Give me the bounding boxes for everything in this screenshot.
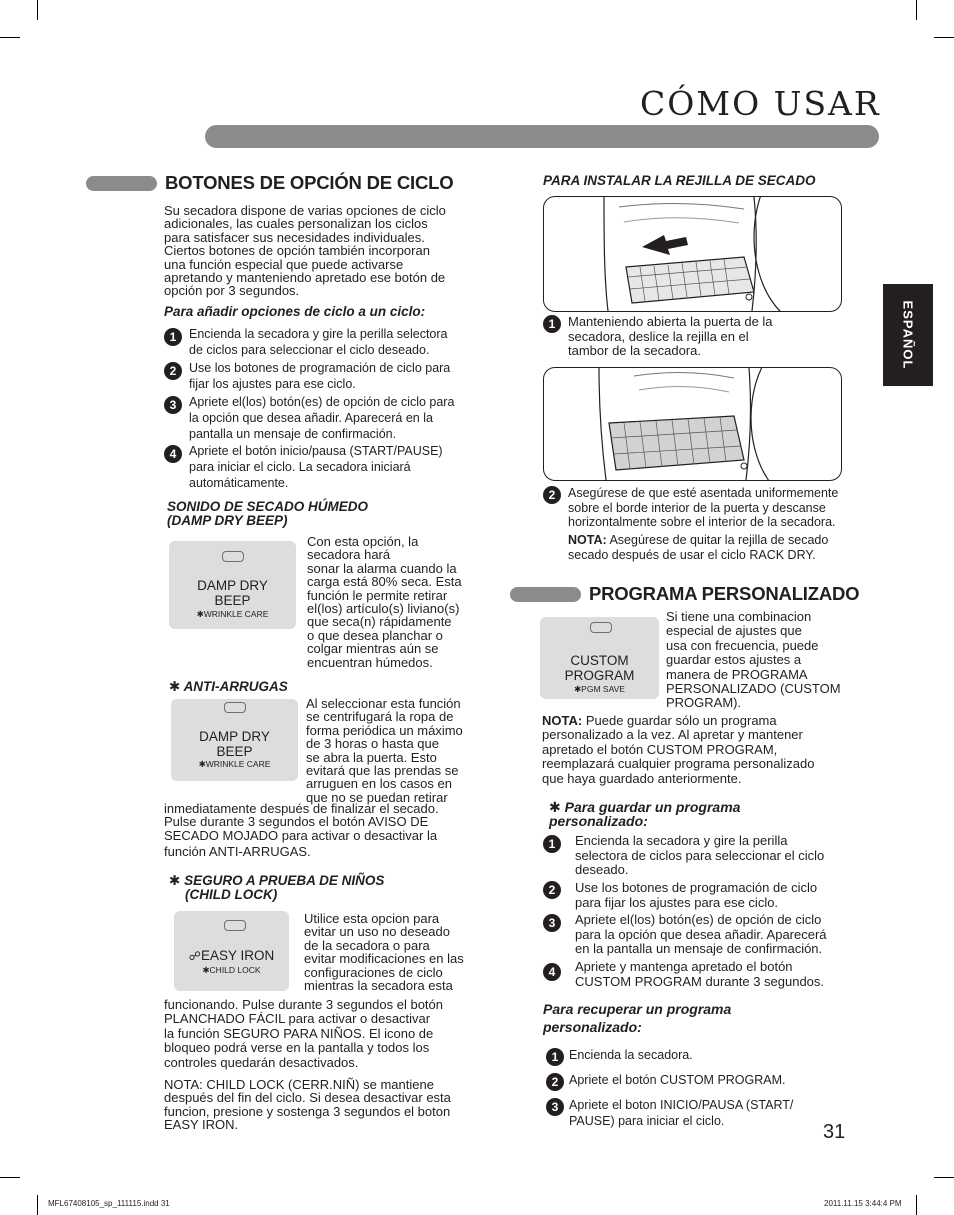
text-line: guardar estos ajustes a — [666, 652, 802, 668]
text-line: colgar mientras aún se — [307, 641, 439, 657]
step-number: 1 — [546, 1048, 564, 1066]
step-number: 1 — [164, 328, 182, 346]
child-lock-subheading: ✱ SEGURO A PRUEBA DE NIÑOS (CHILD LOCK) — [169, 873, 385, 902]
text-line: después del fin del ciclo. Si desea desactivar esta — [164, 1090, 451, 1106]
button-label-line1: CUSTOM — [570, 653, 629, 668]
text-line: PROGRAM). — [666, 695, 742, 711]
step-number: 1 — [543, 315, 561, 333]
anti-wrinkle-text-full — [164, 802, 494, 842]
text-line: Use los botones de programación de ciclo — [575, 880, 818, 895]
anti-wrinkle-text-last: función ANTI-ARRUGAS. — [164, 844, 311, 859]
intro-line: opción por 3 segundos. — [164, 283, 300, 299]
intro-line: una función especial que puede activarse — [164, 256, 404, 272]
button-shape — [224, 920, 246, 931]
damp-dry-button-illustration — [169, 541, 296, 629]
step-number: 2 — [546, 1073, 564, 1091]
text-line: evitar modificaciones en las — [304, 951, 464, 967]
save-step-text — [575, 913, 875, 957]
star-icon: ✱ — [198, 759, 206, 769]
text-line: o que desea planchar o — [307, 627, 443, 643]
intro-line: Ciertos botones de opción también incorporan — [164, 243, 430, 259]
text-line: carga está 80% seca. Esta — [307, 574, 462, 590]
section-pill — [510, 587, 581, 602]
recall-step-text: Encienda la secadora. — [569, 1048, 693, 1062]
custom-program-text — [666, 610, 871, 711]
intro-line: apretando y manteniendo apretado ese botón de — [164, 270, 446, 286]
button-label-line1: DAMP DRY — [199, 729, 270, 744]
footer-left: MFL67408105_sp_111115.indd 31 — [48, 1199, 170, 1208]
button-label-line1: ☍EASY IRON — [188, 948, 275, 963]
step-line: automáticamente. — [189, 476, 289, 490]
subheading-line: (CHILD LOCK) — [185, 887, 278, 902]
text-line: función le permite retirar — [307, 587, 448, 603]
button-sublabel: ✱WRINKLE CARE — [198, 759, 271, 769]
step-number: 3 — [543, 914, 561, 932]
step-line: Apriete el botón inicio/pausa (START/PAUSE) — [189, 444, 443, 458]
text-line: que haya guardado anteriormente. — [542, 770, 742, 786]
text-line: deseado. — [575, 862, 629, 877]
button-label-line2: PROGRAM — [564, 668, 635, 683]
text-line: de 3 horas o hasta que — [306, 736, 439, 752]
text-line: EASY IRON. — [164, 1117, 239, 1133]
text-line: CUSTOM PROGRAM durante 3 segundos. — [575, 973, 825, 989]
rack-step1-text — [568, 315, 838, 359]
text-line: configuraciones de ciclo — [304, 964, 443, 980]
text-line: sobre el borde interior de la puerta y descanse — [568, 500, 826, 515]
text-line: secado después de usar el ciclo RACK DRY. — [568, 548, 816, 562]
step-line: Use los botones de programación de ciclo para — [189, 361, 451, 375]
text-line: Si tiene una combinacion — [666, 609, 812, 624]
star-icon: ✱ — [169, 679, 181, 694]
text-line: usa con frecuencia, puede — [666, 637, 819, 653]
text-line: PLANCHADO FÁCIL para activar o desactivar — [164, 1011, 431, 1027]
dryer-drum-rack-installed-drawing — [544, 368, 841, 480]
anti-wrinkle-text-right — [306, 697, 496, 804]
text-line: mientras la secadora esta — [304, 978, 453, 994]
button-sublabel: ✱CHILD LOCK — [202, 965, 261, 975]
save-program-subheading: ✱ Para guardar un programa personalizado: — [549, 799, 741, 829]
text-line: evitar un uso no deseado — [304, 924, 450, 940]
text-line: selectora de ciclos para seleccionar el ciclo — [575, 847, 825, 863]
section-heading-custom-program: PROGRAMA PERSONALIZADO — [589, 583, 860, 604]
text-line: para fijar los ajustes para ese ciclo. — [575, 894, 779, 910]
star-icon: ✱ — [196, 609, 204, 619]
rack-step2-text — [568, 486, 878, 530]
text-line: Manteniendo abierta la puerta de la — [568, 314, 773, 329]
page-title: CÓMO USAR — [640, 84, 881, 123]
save-step-text — [575, 960, 875, 989]
cycle-intro — [164, 204, 494, 298]
step-number: 3 — [546, 1098, 564, 1116]
text-line: funcion, presione y sostenga 3 segundos el boton — [164, 1103, 451, 1119]
text-line: apretado el botón CUSTOM PROGRAM, — [542, 741, 778, 757]
step-number: 1 — [543, 835, 561, 853]
text-line: se centrifugará la ropa de — [306, 709, 454, 725]
save-step-text — [575, 834, 875, 878]
text-line: horizontalmente sobre el interior de la secadora. — [568, 515, 836, 529]
text-line: Utilice esta opcion para — [304, 911, 440, 926]
text-line: arruguen en los casos en — [306, 776, 452, 792]
text-line: PAUSE) para iniciar el ciclo. — [569, 1114, 725, 1128]
custom-program-note: NOTA: Puede guardar sólo un programa personalizado a la vez. Al apretar y mantener apretado el botón CUSTOM PROGRAM, reemplazará cualquier programa personalizado que haya guardado anteriormente. — [542, 714, 872, 786]
step-line: la opción que desea añadir. Aparecerá en la — [189, 411, 433, 425]
language-tab-label: ESPAÑOL — [900, 300, 916, 370]
step-line: para iniciar el ciclo. La secadora iniciará — [189, 460, 411, 474]
step-line: Apriete el(los) botón(es) de opción de ciclo para — [189, 395, 455, 409]
add-options-subheading: Para añadir opciones de ciclo a un ciclo: — [164, 304, 426, 319]
rack-subheading: PARA INSTALAR LA REJILLA DE SECADO — [543, 173, 816, 188]
text-line: tambor de la secadora. — [568, 343, 701, 358]
text-line: reemplazará cualquier programa personalizado — [542, 756, 815, 772]
step-text — [189, 326, 499, 358]
rack-note: NOTA: Asegúrese de quitar la rejilla de secado secado después de usar el ciclo RACK DRY. — [568, 533, 878, 563]
text-line: Apriete el(los) botón(es) de opción de ciclo — [575, 912, 822, 927]
text-line: Al seleccionar esta función — [306, 696, 461, 711]
child-lock-text-full — [164, 998, 499, 1070]
page-number: 31 — [823, 1121, 846, 1143]
text-line: se abra la puerta. Esto — [306, 749, 437, 765]
text-line: controles quedarán desactivados. — [164, 1054, 359, 1070]
text-line: Con esta opción, la — [307, 534, 419, 549]
child-lock-note — [164, 1078, 499, 1132]
step-line: de ciclos para seleccionar el ciclo deseado. — [189, 343, 430, 357]
lock-icon: ☍ — [188, 949, 201, 963]
text-line: inmediatamente después de finalizar el secado. — [164, 801, 439, 816]
text-line: para la opción que desea añadir. Aparecerá — [575, 926, 827, 942]
text-line: especial de ajustes que — [666, 623, 802, 639]
text-line: sonar la alarma cuando la — [307, 560, 457, 576]
rack-illustration-2 — [543, 367, 842, 481]
button-sublabel: ✱WRINKLE CARE — [196, 609, 269, 619]
star-icon: ✱ — [549, 799, 561, 815]
text-line: Apriete el boton INICIO/PAUSA (START/ — [569, 1098, 794, 1112]
text-line: Encienda la secadora y gire la perilla — [575, 833, 788, 848]
text-line: PERSONALIZADO (CUSTOM — [666, 681, 841, 697]
step-number: 4 — [164, 445, 182, 463]
step-number: 4 — [543, 963, 561, 981]
subheading-line: Para recuperar un programa — [543, 1001, 732, 1017]
text-line: en la pantalla un mensaje de confirmación. — [575, 941, 823, 956]
custom-program-button-illustration — [540, 617, 659, 699]
star-icon: ✱ — [202, 965, 210, 975]
text-line: secadora, deslice la rejilla en el — [568, 328, 749, 344]
text-line: de la secadora o para — [304, 937, 430, 953]
star-icon: ✱ — [169, 873, 181, 888]
step-line: fijar los ajustes para ese ciclo. — [189, 377, 356, 391]
text-line: manera de PROGRAMA — [666, 666, 808, 682]
footer-right: 2011.11.15 3:44:4 PM — [824, 1199, 902, 1208]
subheading-line: personalizado: — [549, 813, 648, 829]
step-line: Encienda la secadora y gire la perilla selectora — [189, 327, 448, 341]
intro-line: Su secadora dispone de varias opciones de ciclo — [164, 203, 446, 218]
step-line: pantalla un mensaje de confirmación. — [189, 427, 397, 441]
text-line: NOTA: CHILD LOCK (CERR.NIÑ) se mantiene — [164, 1077, 434, 1092]
subheading-line: SONIDO DE SECADO HÚMEDO — [167, 499, 369, 514]
button-shape — [222, 551, 244, 562]
child-lock-text-right — [304, 912, 499, 992]
text-line: forma periódica un máximo — [306, 722, 463, 738]
step-text — [189, 394, 499, 442]
text-line: evitará que las prendas se — [306, 763, 459, 779]
language-tab — [883, 284, 933, 386]
anti-wrinkle-button-illustration — [171, 699, 298, 781]
text-line: Pulse durante 3 segundos el botón AVISO DE — [164, 814, 429, 830]
text-line: Apriete y mantenga apretado el botón — [575, 959, 793, 974]
text-line: que seca(n) rápidamente — [307, 614, 452, 630]
text-line: personalizado a la vez. Al apretar y mantener — [542, 727, 803, 743]
text-line: secadora hará — [307, 547, 391, 563]
text-line: que no se puedan retirar — [306, 789, 448, 805]
damp-dry-subheading — [167, 500, 368, 528]
save-step-text — [575, 881, 875, 910]
text-line: Asegúrese de que esté asentada uniformemente — [568, 486, 839, 500]
anti-wrinkle-subheading: ✱ ANTI-ARRUGAS — [169, 679, 288, 694]
step-number: 2 — [164, 362, 182, 380]
step-number: 2 — [543, 486, 561, 504]
text-line: bloqueo podrá verse en la pantalla y todos los — [164, 1040, 430, 1056]
text-line: SECADO MOJADO para activar o desactivar la — [164, 827, 438, 843]
button-sublabel: ✱PGM SAVE — [574, 684, 625, 694]
button-label-line1: DAMP DRY — [197, 578, 268, 593]
section-heading-cycle-options: BOTONES DE OPCIÓN DE CICLO — [165, 172, 454, 193]
intro-line: para satisfacer sus necesidades individuales. — [164, 229, 425, 245]
rack-illustration-1 — [543, 196, 842, 312]
button-label-line2: BEEP — [214, 593, 251, 608]
dryer-drum-rack-drawing — [544, 197, 841, 311]
step-text — [189, 360, 499, 392]
damp-dry-text — [307, 535, 497, 669]
text-line: la función SEGURO PARA NIÑOS. El icono de — [164, 1025, 434, 1041]
text-line: funcionando. Pulse durante 3 segundos el botón — [164, 997, 443, 1012]
button-shape — [224, 702, 246, 713]
step-number: 3 — [164, 396, 182, 414]
title-bar — [205, 125, 879, 148]
text-line: encuentran húmedos. — [307, 654, 433, 670]
recall-step-text: Apriete el botón CUSTOM PROGRAM. — [569, 1073, 786, 1087]
star-icon: ✱ — [574, 684, 582, 694]
section-pill — [86, 176, 157, 191]
child-lock-button-illustration — [174, 911, 289, 991]
button-shape — [590, 622, 612, 633]
button-label-line2: BEEP — [216, 744, 253, 759]
text-line: el(los) artículo(s) liviano(s) — [307, 601, 460, 617]
step-text — [189, 443, 499, 491]
subheading-line: (DAMP DRY BEEP) — [167, 513, 288, 528]
subheading-line: personalizado: — [543, 1019, 642, 1035]
recall-program-subheading — [543, 1000, 731, 1036]
step-number: 2 — [543, 881, 561, 899]
intro-line: adicionales, las cuales personalizan los ciclos — [164, 216, 428, 232]
